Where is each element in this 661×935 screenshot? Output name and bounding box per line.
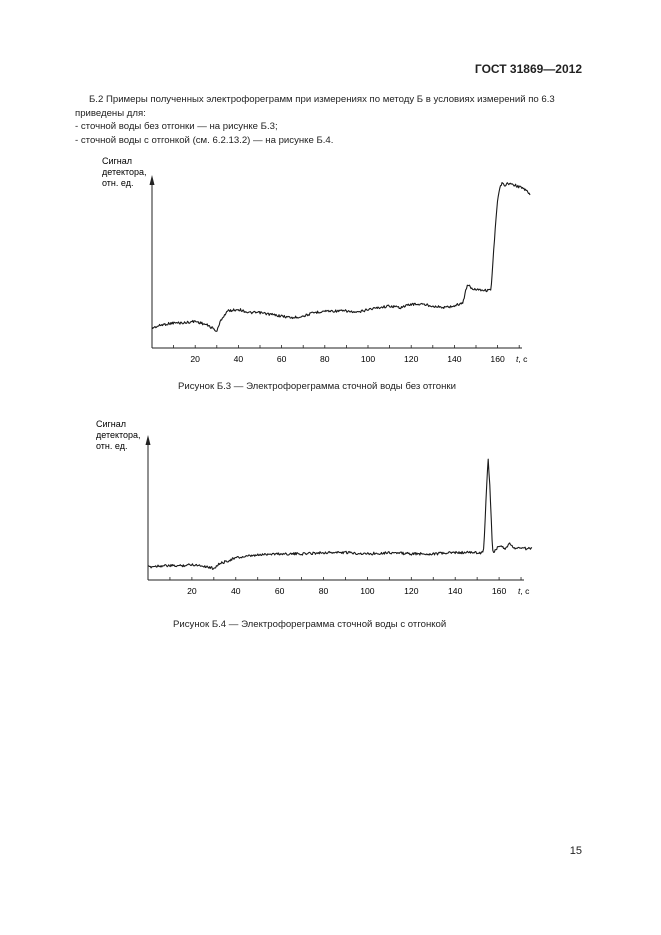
figure-caption-b3: Рисунок Б.3 — Электрофореграмма сточной воды без отгонки bbox=[178, 381, 456, 392]
x-axis-tick-label: 160 bbox=[490, 354, 505, 364]
x-axis-tick-label: 100 bbox=[360, 586, 375, 596]
signal-trace-line bbox=[148, 459, 532, 569]
signal-trace-line bbox=[152, 183, 530, 332]
intro-list-item: - сточной воды без отгонки — на рисунке Б.3; bbox=[75, 121, 278, 132]
figure-b4 bbox=[0, 415, 661, 615]
x-axis-label: t, c bbox=[518, 586, 530, 596]
x-axis-tick-label: 20 bbox=[190, 354, 200, 364]
document-standard-number: ГОСТ 31869—2012 bbox=[474, 62, 582, 76]
x-axis-tick-label: 40 bbox=[233, 354, 244, 364]
x-axis-tick-label: 100 bbox=[360, 354, 376, 364]
x-axis-tick-label: 160 bbox=[491, 586, 507, 596]
x-axis-tick-label: 120 bbox=[404, 354, 419, 364]
intro-section bbox=[75, 93, 587, 147]
y-axis-label-line: детектора, bbox=[102, 167, 147, 177]
intro-list-item: - сточной воды с отгонкой (см. 6.2.13.2) — на рисунке Б.4. bbox=[75, 134, 334, 146]
y-axis-arrow bbox=[146, 435, 151, 445]
x-axis-tick-label: 120 bbox=[404, 586, 419, 596]
y-axis-label-line: Сигнал bbox=[96, 419, 127, 429]
x-axis-tick-label: 40 bbox=[230, 586, 241, 596]
x-axis-tick-label: 60 bbox=[274, 586, 285, 596]
electropherogram-chart-b4 bbox=[0, 415, 661, 615]
x-axis-tick-label: 140 bbox=[447, 354, 462, 364]
y-axis-label-line: детектора, bbox=[96, 430, 141, 440]
x-axis-tick-label: 60 bbox=[276, 354, 287, 364]
x-axis-tick-label: 20 bbox=[187, 586, 197, 596]
x-axis-tick-label: 140 bbox=[448, 586, 463, 596]
y-axis-label-line: отн. ед. bbox=[102, 178, 134, 188]
x-axis-tick-label: 80 bbox=[320, 354, 330, 364]
figure-b3 bbox=[0, 150, 661, 380]
y-axis-label-line: Сигнал bbox=[102, 156, 133, 166]
figure-caption-b4: Рисунок Б.4 — Электрофореграмма сточной воды с отгонкой bbox=[173, 619, 447, 630]
x-axis-label: t, c bbox=[516, 354, 528, 364]
electropherogram-chart-b3 bbox=[0, 150, 661, 380]
page-number: 15 bbox=[569, 845, 582, 857]
intro-paragraph: Б.2 Примеры полученных электрофореграмм при измерениях по методу Б в условиях измерений по 6.3 приведены для: bbox=[75, 94, 555, 119]
y-axis-arrow bbox=[150, 175, 155, 185]
x-axis-tick-label: 80 bbox=[318, 586, 329, 596]
y-axis-label-line: отн. ед. bbox=[96, 441, 128, 451]
